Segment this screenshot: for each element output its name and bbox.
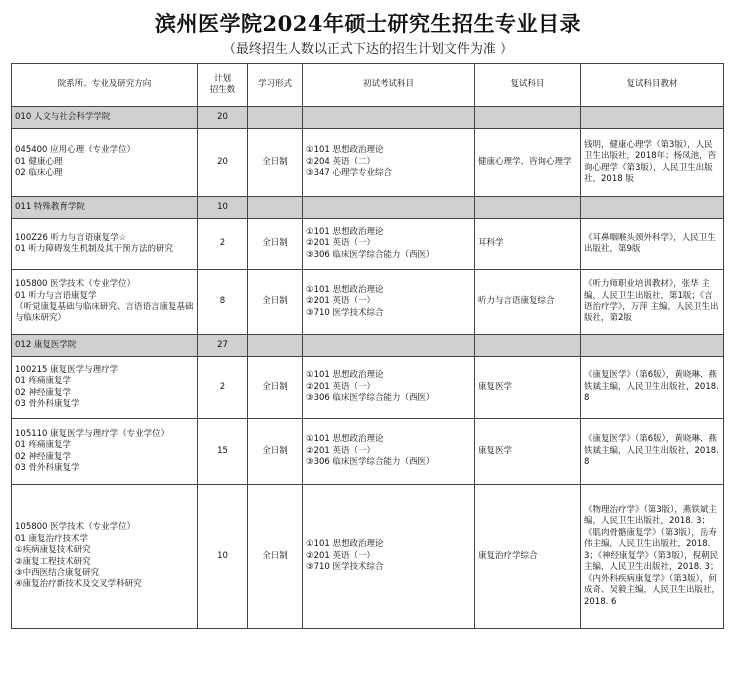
program-name: 105800 医学技术（专业学位） 01 康复治疗技术学 ①疾病康复技术研究 ②康复工程技术研究 ③中西医结合康复研究 ④康复治疗新技术及交叉学科研究 — [12, 485, 198, 629]
program-exam: ①101 思想政治理论 ②204 英语（二） ③347 心理学专业综合 — [303, 129, 475, 197]
program-mode: 全日制 — [248, 129, 303, 197]
department-row — [12, 197, 724, 219]
program-quota: 10 — [198, 485, 248, 629]
department-name: 010 人文与社会科学学院 — [12, 107, 198, 129]
program-exam: ①101 思想政治理论 ②201 英语（一） ③306 临床医学综合能力（西医） — [303, 357, 475, 419]
header-books: 复试科目教材 — [581, 64, 724, 107]
program-books: 《耳鼻咽喉头颈外科学》，人民卫生出版社，第9版 — [581, 219, 724, 270]
program-exam: ①101 思想政治理论 ②201 英语（一） ③306 临床医学综合能力（西医） — [303, 219, 475, 270]
program-quota: 20 — [198, 129, 248, 197]
program-name: 105110 康复医学与理疗学（专业学位） 01 疼痛康复学 02 神经康复学 03 骨外科康复学 — [12, 419, 198, 485]
program-retest: 康复医学 — [475, 357, 581, 419]
program-books: 钱明，健康心理学（第3版），人民卫生出版社，2018年；杨凤池，咨询心理学（第3版），人民卫生出版社，2018 版 — [581, 129, 724, 197]
program-retest: 健康心理学、咨询心理学 — [475, 129, 581, 197]
table-row — [12, 485, 724, 629]
program-quota: 15 — [198, 419, 248, 485]
program-exam: ①101 思想政治理论 ②201 英语（一） ③710 医学技术综合 — [303, 270, 475, 335]
page-subtitle: （最终招生人数以正式下达的招生计划文件为准 ） — [222, 42, 514, 57]
page-title: 滨州医学院2024年硕士研究生招生专业目录 — [155, 11, 581, 36]
header-exam: 初试考试科目 — [303, 64, 475, 107]
department-row — [12, 107, 724, 129]
program-exam: ①101 思想政治理论 ②201 英语（一） ③306 临床医学综合能力（西医） — [303, 419, 475, 485]
department-row — [12, 335, 724, 357]
header-quota: 计划 招生数 — [198, 64, 248, 107]
department-name: 011 特殊教育学院 — [12, 197, 198, 219]
department-quota: 27 — [198, 335, 248, 357]
program-retest: 康复医学 — [475, 419, 581, 485]
program-name: 100215 康复医学与理疗学 01 疼痛康复学 02 神经康复学 03 骨外科康复学 — [12, 357, 198, 419]
program-retest: 听力与言语康复综合 — [475, 270, 581, 335]
program-exam: ①101 思想政治理论 ②201 英语（一） ③710 医学技术综合 — [303, 485, 475, 629]
table-row — [12, 270, 724, 335]
header-department: 院系所、专业及研究方向 — [12, 64, 198, 107]
program-mode: 全日制 — [248, 357, 303, 419]
program-books: 《康复医学》（第6版），黄晓琳、燕铁斌主编，人民卫生出版社，2018. 8 — [581, 357, 724, 419]
table-row — [12, 129, 724, 197]
program-quota: 2 — [198, 357, 248, 419]
program-books: 《康复医学》（第6版），黄晓琳、燕铁斌主编，人民卫生出版社，2018. 8 — [581, 419, 724, 485]
program-books: 《听力师职业培训教材》，张华 主编，人民卫生出版社，第1版；《言语治疗学》，万萍 主编，人民卫生出版社，第2版 — [581, 270, 724, 335]
table-row — [12, 357, 724, 419]
program-name: 045400 应用心理（专业学位） 01 健康心理 02 临床心理 — [12, 129, 198, 197]
program-name: 100Z26 听力与言语康复学☆ 01 听力障碍发生机制及其干预方法的研究 — [12, 219, 198, 270]
department-quota: 20 — [198, 107, 248, 129]
program-mode: 全日制 — [248, 419, 303, 485]
program-books: 《物理治疗学》（第3版），燕铁斌主编，人民卫生出版社，2018. 3；《肌肉骨骼康复学》（第3版），岳寿伟主编，人民卫生出版社，2018. 3；《神经康复学》（第3版），倪朝民主编，人民卫生出版社，2018. 3；《内外科疾病康复学》（第3版），何成奇、吴毅主编，人民卫生出版社，2018. 6 — [581, 485, 724, 629]
table-header-row — [12, 64, 724, 107]
program-retest: 康复治疗学综合 — [475, 485, 581, 629]
table-row — [12, 419, 724, 485]
program-quota: 2 — [198, 219, 248, 270]
table-row — [12, 219, 724, 270]
program-mode: 全日制 — [248, 219, 303, 270]
department-name: 012 康复医学院 — [12, 335, 198, 357]
program-name: 105800 医学技术（专业学位） 01 听力与言语康复学 （听觉康复基础与临床研究、言语语言康复基础与临床研究） — [12, 270, 198, 335]
header-mode: 学习形式 — [248, 64, 303, 107]
program-quota: 8 — [198, 270, 248, 335]
program-mode: 全日制 — [248, 270, 303, 335]
department-quota: 10 — [198, 197, 248, 219]
program-retest: 耳科学 — [475, 219, 581, 270]
header-retest: 复试科目 — [475, 64, 581, 107]
program-catalog-table — [11, 63, 724, 629]
program-mode: 全日制 — [248, 485, 303, 629]
